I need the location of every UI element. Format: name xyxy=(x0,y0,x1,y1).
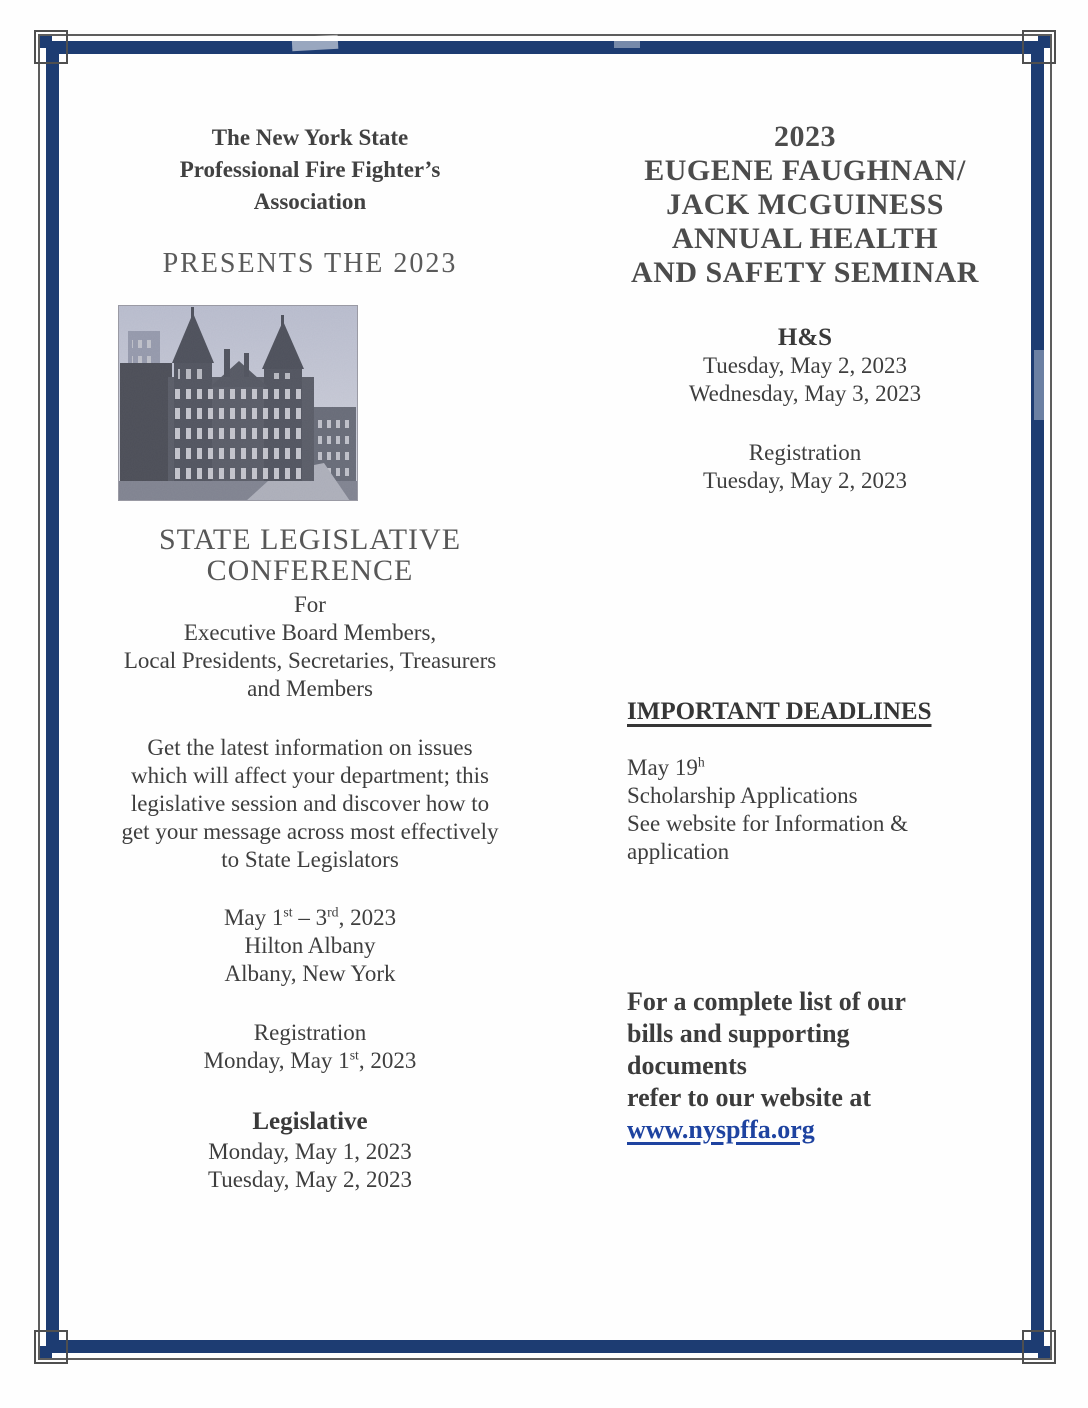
registration-label: Registration xyxy=(748,440,862,465)
description-line: to State Legislators xyxy=(221,847,399,872)
conference-dates-venue xyxy=(70,904,550,988)
capitol-building-illustration xyxy=(118,305,358,501)
conference-date-range: May 1st – 3rd, 2023 xyxy=(223,904,397,930)
registration-label: Registration xyxy=(253,1020,367,1045)
conference-audience xyxy=(70,591,550,703)
legislative-date: Monday, May 1, 2023 xyxy=(208,1139,412,1164)
seminar-title-line: AND SAFETY SEMINAR xyxy=(631,256,979,289)
deadline-line: See website for Information & xyxy=(627,811,909,836)
org-title-line: The New York State xyxy=(211,125,409,150)
seminar-title-line: ANNUAL HEALTH xyxy=(671,222,939,255)
corner-dot-top-left xyxy=(40,36,52,48)
registration-date: Tuesday, May 2, 2023 xyxy=(702,468,908,493)
website-note-line: bills and supporting xyxy=(627,1019,850,1048)
conference-registration xyxy=(70,1019,550,1075)
audience-line: For xyxy=(294,592,326,617)
important-deadlines-body xyxy=(590,754,1020,866)
seminar-registration xyxy=(590,439,1020,495)
capitol-building-image xyxy=(118,305,358,501)
org-title-line: Association xyxy=(253,189,367,214)
corner-dot-bottom-left xyxy=(40,1346,52,1358)
hs-date: Wednesday, May 3, 2023 xyxy=(688,381,922,406)
description-line: legislative session and discover how to xyxy=(130,791,490,816)
seminar-title-line: 2023 xyxy=(774,120,836,153)
seminar-title-line: EUGENE FAUGHNAN/ xyxy=(644,154,966,187)
registration-date: Monday, May 1st, 2023 xyxy=(203,1047,417,1073)
deadline-line: application xyxy=(627,839,730,864)
corner-dot-bottom-right xyxy=(1038,1346,1050,1358)
website-note-line: refer to our website at xyxy=(627,1083,872,1112)
venue-line: Albany, New York xyxy=(224,961,396,986)
org-title-line: Professional Fire Fighter’s xyxy=(179,157,441,182)
website-note-line: documents xyxy=(627,1051,747,1080)
scan-smudge xyxy=(292,35,339,51)
audience-line: Local Presidents, Secretaries, Treasurers xyxy=(123,648,497,673)
conference-description xyxy=(70,734,550,874)
conference-title-line: CONFERENCE xyxy=(206,554,414,587)
hs-label: H&S xyxy=(777,324,833,351)
organization-title xyxy=(70,122,550,218)
website-link[interactable]: www.nyspffa.org xyxy=(627,1115,815,1144)
corner-dot-top-right xyxy=(1038,36,1050,48)
legislative-schedule xyxy=(70,1106,550,1194)
deadline-date: May 19$^h$ xyxy=(627,754,705,780)
website-note-line: For a complete list of our xyxy=(627,987,906,1016)
conference-title-line: STATE LEGISLATIVE xyxy=(158,523,462,556)
scan-smudge xyxy=(614,37,640,48)
presents-line: PRESENTS THE 2023 xyxy=(162,248,458,279)
legislative-date: Tuesday, May 2, 2023 xyxy=(207,1167,413,1192)
seminar-title xyxy=(590,120,1020,290)
hs-schedule xyxy=(590,324,1020,408)
description-line: Get the latest information on issues xyxy=(147,735,473,760)
venue-line: Hilton Albany xyxy=(244,933,376,958)
scan-smudge xyxy=(1034,350,1048,420)
audience-line: Executive Board Members, xyxy=(183,620,437,645)
legislative-label: Legislative xyxy=(252,1108,368,1135)
seminar-title-line: JACK MCGUINESS xyxy=(666,188,944,221)
audience-line: and Members xyxy=(247,676,373,701)
description-line: which will affect your department; this xyxy=(131,763,489,788)
important-deadlines-header: IMPORTANT DEADLINES xyxy=(627,698,932,725)
hs-date: Tuesday, May 2, 2023 xyxy=(702,353,908,378)
description-line: get your message across most effectively xyxy=(121,819,499,844)
website-note xyxy=(590,986,1020,1146)
deadline-line: Scholarship Applications xyxy=(627,783,858,808)
conference-title xyxy=(70,524,550,586)
